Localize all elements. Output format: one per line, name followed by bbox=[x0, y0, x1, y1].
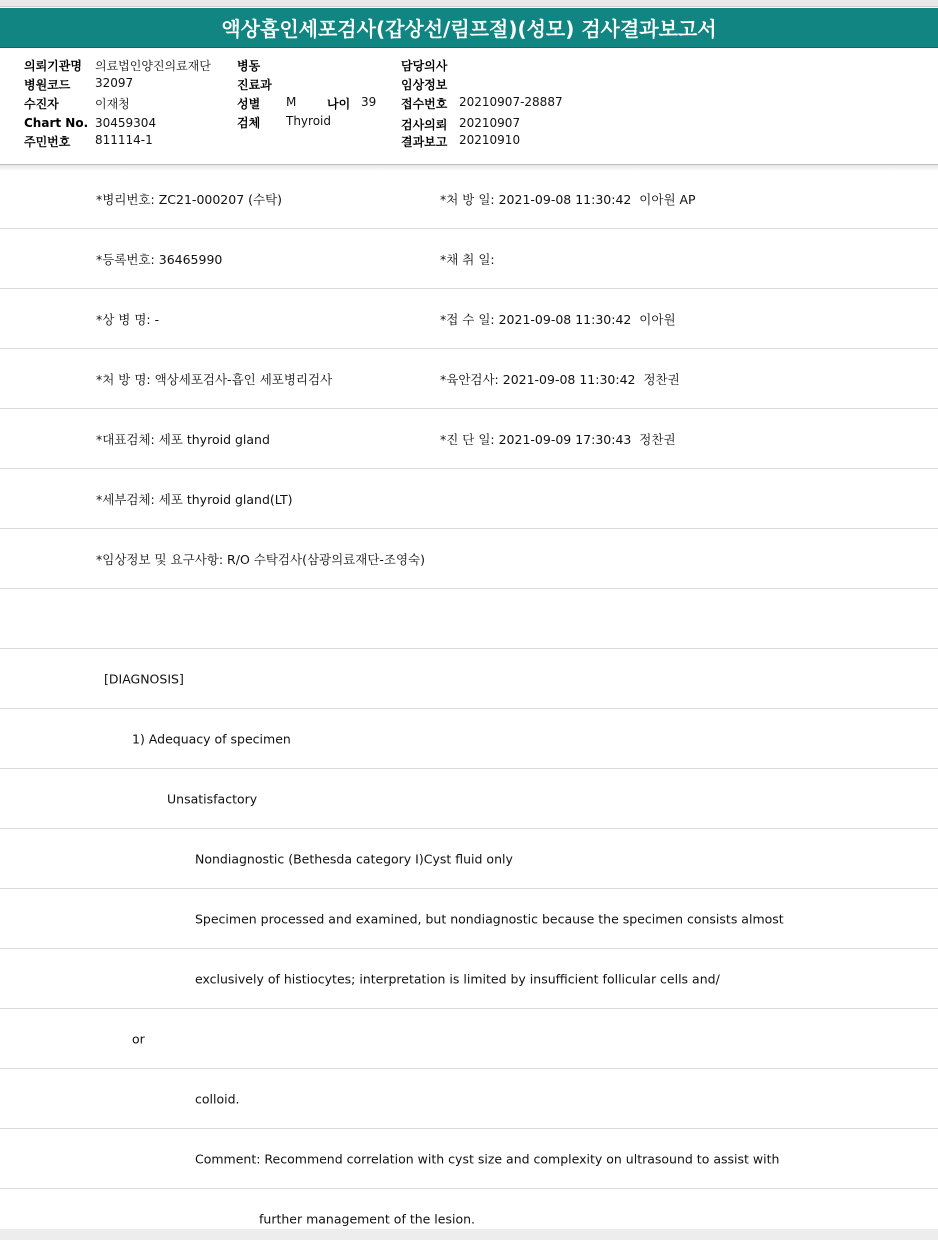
sex-value: M bbox=[286, 95, 297, 109]
diagnosis-row bbox=[0, 769, 938, 829]
chart-value: 30459304 bbox=[95, 116, 157, 130]
registration-number: *등록번호: 36465990 bbox=[96, 251, 223, 267]
report-row-detail-specimen bbox=[0, 469, 938, 529]
specimen-label: 검체 bbox=[237, 116, 261, 130]
diagnosis-row bbox=[0, 1009, 938, 1069]
diagnosis-row bbox=[0, 1129, 938, 1189]
top-border bbox=[0, 0, 938, 7]
ward-label: 병동 bbox=[237, 59, 261, 73]
bethesda-category: Nondiagnostic (Bethesda category I)Cyst fluid only bbox=[195, 851, 513, 866]
receipt-value: 20210907-28887 bbox=[459, 95, 563, 109]
patient-value: 이재청 bbox=[95, 97, 130, 111]
diagnosis-row bbox=[0, 1069, 938, 1129]
comment-text: Comment: Recommend correlation with cyst size and complexity on ultrasound to assist with bbox=[195, 1151, 780, 1166]
specimen-value: Thyroid bbox=[286, 114, 331, 128]
prescription-date: *처 방 일: 2021-09-08 11:30:42 이아원 AP bbox=[440, 191, 696, 207]
hospital-code-value: 32097 bbox=[95, 76, 134, 90]
diagnosis-row bbox=[0, 709, 938, 769]
diagnosis-row bbox=[0, 949, 938, 1009]
adequacy-heading: 1) Adequacy of specimen bbox=[132, 731, 291, 746]
representative-specimen: *대표검체: 세포 thyroid gland bbox=[96, 431, 270, 447]
result-value: 20210910 bbox=[459, 133, 521, 147]
receipt-date: *접 수 일: 2021-09-08 11:30:42 이아원 bbox=[440, 311, 676, 327]
disease-name: *상 병 명: - bbox=[96, 311, 160, 327]
pathology-number: *병리번호: ZC21-000207 (수탁) bbox=[96, 191, 283, 207]
request-label: 검사의뢰 bbox=[401, 118, 448, 132]
age-label: 나이 bbox=[327, 97, 351, 111]
prescription-name: *처 방 명: 액상세포검사-흡인 세포병리검사 bbox=[96, 371, 333, 387]
detail-specimen: *세부검체: 세포 thyroid gland(LT) bbox=[96, 491, 293, 507]
comment-text: further management of the lesion. bbox=[259, 1211, 475, 1226]
clinical-info-request: *임상정보 및 요구사항: R/O 수탁검사(삼광의료재단-조영숙) bbox=[96, 551, 426, 567]
resident-label: 주민번호 bbox=[24, 135, 71, 149]
blank-row bbox=[0, 589, 938, 649]
clinical-label: 임상정보 bbox=[401, 78, 448, 92]
report-row-pathology-number bbox=[0, 169, 938, 229]
sex-label: 성별 bbox=[237, 97, 261, 111]
resident-value: 811114-1 bbox=[95, 133, 153, 147]
diagnosis-text: Specimen processed and examined, but nondiagnostic because the specimen consists almost bbox=[195, 911, 784, 926]
gross-exam-date: *육안검사: 2021-09-08 11:30:42 정찬권 bbox=[440, 371, 680, 387]
institution-value: 의료법인양진의료재단 bbox=[95, 59, 211, 73]
bottom-border bbox=[0, 1229, 938, 1240]
diagnosis-row bbox=[0, 649, 938, 709]
age-value: 39 bbox=[361, 95, 377, 109]
diagnosis-text: exclusively of histiocytes; interpretation is limited by insufficient follicular cells and/ bbox=[195, 971, 720, 986]
result-label: 결과보고 bbox=[401, 135, 448, 149]
patient-label: 수진자 bbox=[24, 97, 59, 111]
request-value: 20210907 bbox=[459, 116, 521, 130]
report-row-specimen bbox=[0, 409, 938, 469]
diagnosis-heading: [DIAGNOSIS] bbox=[104, 671, 184, 686]
diagnosis-row bbox=[0, 829, 938, 889]
receipt-label: 접수번호 bbox=[401, 97, 448, 111]
diagnosis-row bbox=[0, 889, 938, 949]
report-row-registration bbox=[0, 229, 938, 289]
report-body bbox=[0, 169, 938, 1248]
department-label: 진료과 bbox=[237, 78, 272, 92]
collection-date: *채 취 일: bbox=[440, 251, 495, 267]
hospital-code-label: 병원코드 bbox=[24, 78, 71, 92]
chart-label: Chart No. bbox=[24, 116, 89, 130]
diagnosis-text: or bbox=[132, 1031, 145, 1046]
doctor-label: 담당의사 bbox=[401, 59, 448, 73]
institution-label: 의뢰기관명 bbox=[24, 59, 82, 73]
report-row-prescription bbox=[0, 349, 938, 409]
patient-header bbox=[0, 48, 938, 165]
diagnosis-date: *진 단 일: 2021-09-09 17:30:43 정찬권 bbox=[440, 431, 676, 447]
report-row-clinical-info bbox=[0, 529, 938, 589]
report-row-disease bbox=[0, 289, 938, 349]
diagnosis-text: colloid. bbox=[195, 1091, 240, 1106]
report-title: 액상흡인세포검사(갑상선/림프절)(성모) 검사결과보고서 bbox=[0, 8, 938, 48]
adequacy-result: Unsatisfactory bbox=[167, 791, 258, 806]
